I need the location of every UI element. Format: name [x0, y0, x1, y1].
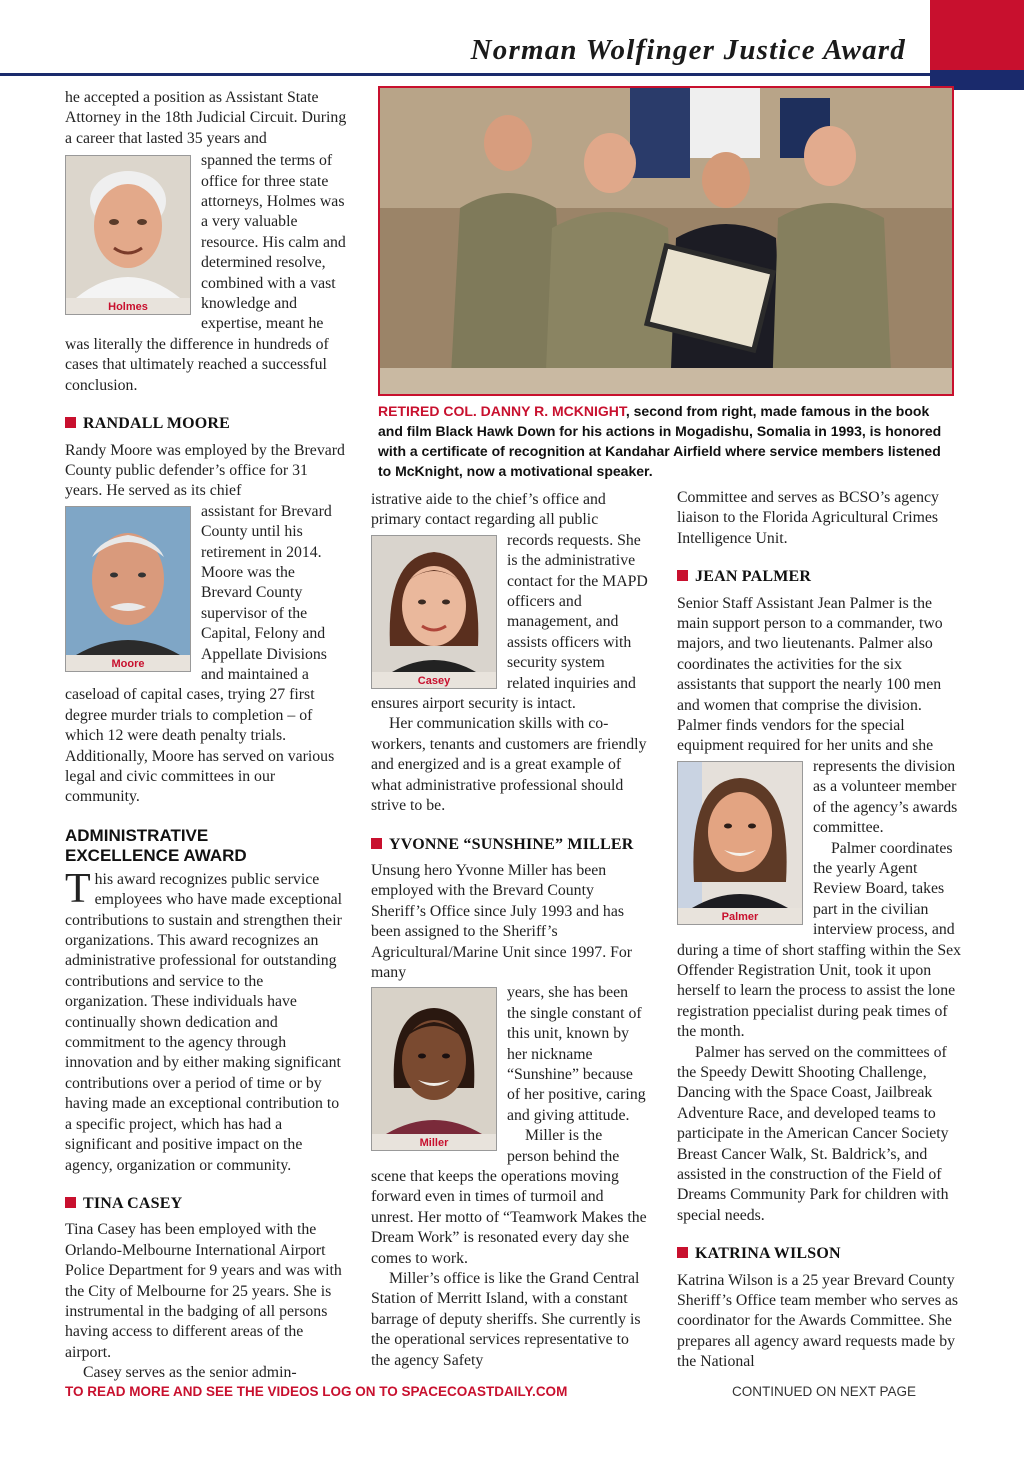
miller-portrait [372, 988, 496, 1134]
casey-portrait [372, 536, 496, 672]
holmes-portrait [66, 156, 190, 298]
palmer-text-2: Palmer coordinates the yearly Agent Review Board, takes part in the civilian interview process, and during a time of short staffing within the Sex Offender Registration Unit, took it upon herself to learn the process to assist the lone registration ppecialist during peak times of the month. [677, 839, 962, 1041]
casey-text-1: Tina Casey has been employed with the Orlando-Melbourne International Airport Police Department for 9 years and was with the City of Melbourne for 25 years. She is instrumental in the badging of all persons having access to different areas of the airport. [65, 1221, 342, 1361]
moore-caption: Moore [111, 657, 145, 670]
footer-continued: CONTINUED ON NEXT PAGE [731, 1384, 916, 1399]
award-dropcap: T [65, 865, 91, 912]
moore-portrait [66, 507, 190, 655]
casey-cont-2: Her communication skills with co-workers, tenants and customers are friendly and energized and is a great example of what administrative professional should strive to be. [371, 715, 647, 815]
palmer-heading: JEAN PALMER [677, 567, 961, 587]
miller-cont: Committee and serves as BCSO’s agency liaison to the Florida Agricultural Crimes Intelligence Unit. [677, 489, 939, 547]
page-title: Norman Wolfinger Justice Award [470, 34, 906, 66]
ceremony-photo [380, 88, 952, 394]
wilson-heading: KATRINA WILSON [677, 1244, 961, 1264]
casey-cont-a: istrative aide to the chief’s office and primary contact regarding all public [371, 491, 606, 529]
moore-text-a: Randy Moore was employed by the Brevard County public defender’s office for 31 years. He served as its chief [65, 441, 345, 500]
holmes-intro-rest: spanned the terms of office for three state attorneys, Holmes was a very valuable resource. His calm and determined resolve, combined with a vast knowledge and expertise, meant he was literally the difference in hundreds of cases that ultimately reached a successful conclusion. [65, 152, 346, 394]
miller-caption: Miller [419, 1137, 449, 1150]
header-rule [0, 73, 930, 76]
palmer-text-a: Senior Staff Assistant Jean Palmer is the main support person to a commander, two majors, and two lieutenants. Palmer also coordinates the activities for the six assistants that support the nearly 100 men and women that comprise the division. Palmer finds vendors for the special equipment required for her units and she [677, 594, 943, 755]
palmer-text-b: represents the division as a volunteer member of the agency’s awards committee. [813, 757, 958, 837]
casey-caption: Casey [417, 674, 451, 687]
miller-heading: YVONNE “SUNSHINE” MILLER [371, 835, 648, 855]
main-photo [378, 86, 954, 396]
palmer-caption: Palmer [721, 910, 759, 923]
moore-text-b: assistant for Brevard County until his retirement in 2014. Moore was the Brevard County supervisor of the Capital, Felony and Appellate Divisions and maintained a caseload of capital cases, trying 27 first degree murder trials to completion – of which 12 were death penalty trials. Additionally, Moore has served on various legal and civic committees in our community. [65, 502, 335, 806]
award-text: This award recognizes public service employees who have made exceptional contributions to sustain and strengthen their organizations. This award recognizes an administrative professional for outstanding contributions and service to the organization. These individuals have continually shown dedication and commitment to the agency through innovation and by either making significant contributions over a period of time or by having made an exceptional contribution to a specific project, which has had a significant and positive impact on the agency, organization or community. [65, 865, 343, 1174]
miller-text-2: Miller is the person behind the scene that keeps the operations moving forward even in times of turmoil and unrest. Her motto of “Teamwork Makes the Dream Work” is resonated every day she comes to work. [371, 1127, 647, 1267]
palmer-portrait [678, 762, 802, 908]
column-1 [65, 88, 348, 1384]
miller-text-3: Miller’s office is like the Grand Central Station of Merritt Island, with a constant barrage of deputy sheriffs. She currently is the operational services representative to the agency Safety [371, 1270, 641, 1369]
palmer-text-3: Palmer has served on the committees of the Speedy Dewitt Shooting Challenge, Dancing with the Space Coast, Jailbreak Adventure Race, and developed teams to participate in the American Cancer Society Breast Cancer Walk, St. Baldrick’s, and assisted in the construction of the Field of Dreams Community Park for children with special needs. [677, 1043, 949, 1224]
moore-heading: RANDALL MOORE [65, 414, 348, 434]
moore-photo [65, 506, 191, 672]
miller-text-b: years, she has been the single constant of this unit, known by her nickname “Sunshine” because of her positive, caring and giving attitude. [507, 984, 646, 1124]
casey-photo [371, 535, 497, 689]
miller-text-a: Unsung hero Yvonne Miller has been employed with the Brevard County Sheriff’s Office since July 1993 and has been assigned to the Sheriff’s Agricultural/Marine Unit since 1997. For many [371, 861, 633, 981]
photo-caption [378, 401, 954, 481]
miller-photo [371, 987, 497, 1151]
column-2 [371, 490, 648, 1371]
wilson-text: Katrina Wilson is a 25 year Brevard County Sheriff’s Office team member who serves as coordinator for the Awards Committee. She prepares all agency award requests made by the National [677, 1271, 959, 1371]
footer-link-text[interactable]: TO READ MORE AND SEE THE VIDEOS LOG ON TO SPACECOASTDAILY.COM [65, 1384, 568, 1399]
palmer-photo [677, 761, 803, 925]
caption-text: , second from right, made famous in the book and film Black Hawk Down for his actions in Mogadishu, Somalia in 1993, is honored with a certificate of recognition at Kandahar Airfield where service members listened to McKnight, now a motivational speaker. [378, 403, 942, 479]
header-red-tab [930, 0, 1024, 70]
casey-text-2: Casey serves as the senior admin- [83, 1364, 297, 1382]
award-heading: ADMINISTRATIVE EXCELLENCE AWARD [65, 825, 247, 865]
casey-heading: TINA CASEY [65, 1194, 348, 1214]
holmes-caption: Holmes [108, 301, 148, 314]
holmes-photo [65, 155, 191, 315]
holmes-intro-part: he accepted a position as Assistant State Attorney in the 18th Judicial Circuit. During a career that lasted 35 years and [65, 89, 347, 147]
casey-cont-b: records requests. She is the administrative contact for the MAPD officers and management, and assists officers with security system related inquiries and ensures airport security is intact. [371, 531, 648, 713]
column-3 [677, 488, 961, 1373]
caption-name: RETIRED COL. DANNY R. MCKNIGHT [378, 403, 626, 419]
